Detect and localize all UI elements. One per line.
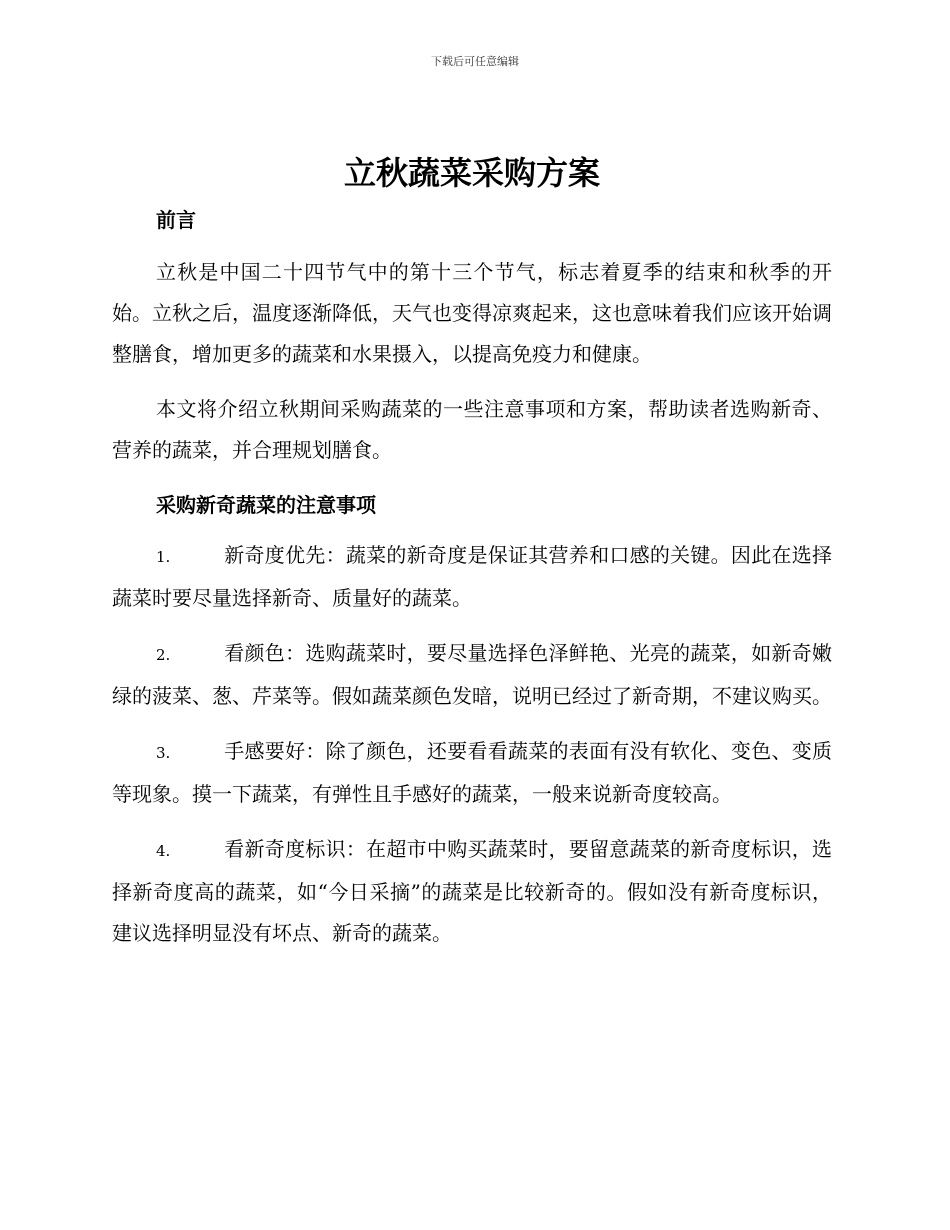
document-title: 立秋蔬菜采购方案 <box>343 154 600 192</box>
list-item-text: 看颜色：选购蔬菜时，要尽量选择色泽鲜艳、光亮的蔬菜，如新奇嫩绿的菠菜、葱、芹菜等。假如蔬菜颜色发暗，说明已经过了新奇期，不建议购买。 <box>112 641 832 708</box>
list-item <box>112 731 832 815</box>
list-item <box>112 829 832 954</box>
list-item-text: 看新奇度标识：在超市中购买蔬菜时，要留意蔬菜的新奇度标识，选择新奇度高的蔬菜，如“今日采摘”的蔬菜是比较新奇的。假如没有新奇度标识，建议选择明显没有坏点、新奇的蔬菜。 <box>112 837 832 945</box>
header-note: 下载后可任意编辑 <box>431 55 519 68</box>
paragraph: 立秋是中国二十四节气中的第十三个节气，标志着夏季的结束和秋季的开始。立秋之后，温度逐渐降低，天气也变得凉爽起来，这也意味着我们应该开始调整膳食，增加更多的蔬菜和水果摄入，以提高免疫力和健康。 <box>112 260 832 366</box>
list-item-number: 1. <box>156 548 171 566</box>
list-item-number: 4. <box>156 842 171 860</box>
list-item <box>112 535 832 619</box>
list-item-text: 手感要好：除了颜色，还要看看蔬菜的表面有没有软化、变色、变质等现象。摸一下蔬菜，有弹性且手感好的蔬菜，一般来说新奇度较高。 <box>112 739 832 806</box>
list-item <box>112 633 832 717</box>
section-heading-tips: 采购新奇蔬菜的注意事项 <box>156 493 376 517</box>
list-item-text: 新奇度优先：蔬菜的新奇度是保证其营养和口感的关键。因此在选择蔬菜时要尽量选择新奇、质量好的蔬菜。 <box>112 543 832 610</box>
section-heading-preface: 前言 <box>156 208 196 232</box>
paragraph: 本文将介绍立秋期间采购蔬菜的一些注意事项和方案，帮助读者选购新奇、营养的蔬菜，并合理规划膳食。 <box>112 397 832 462</box>
document-body <box>112 150 832 954</box>
list-item-number: 3. <box>156 744 171 762</box>
list-item-number: 2. <box>156 646 171 664</box>
